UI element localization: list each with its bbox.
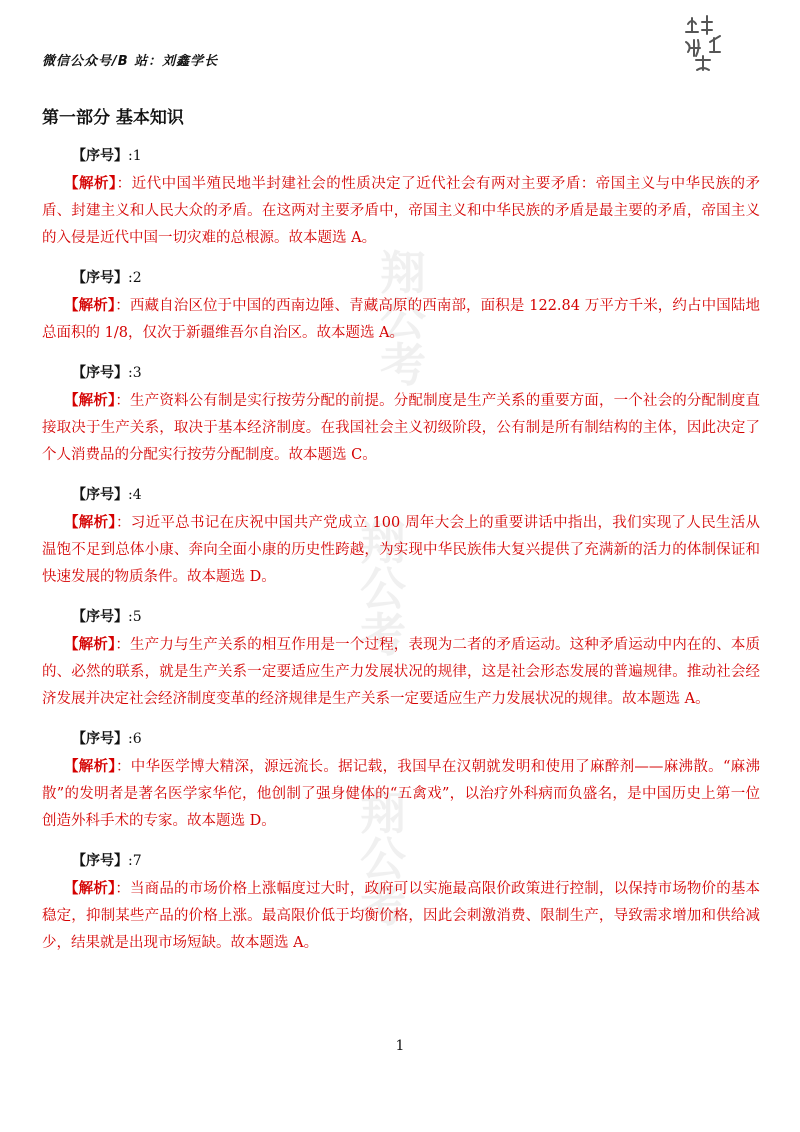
analysis-tag: 【解析】 <box>64 176 117 192</box>
analysis-text: 【解析】：生产力与生产关系的相互作用是一个过程，表现为二者的矛盾运动。这种矛盾运动中内在的、本质的、必然的联系，就是生产关系一定要适应生产力发展状况的规律，这是社会形态发展的普遍规律。推动社会经济发展并决定社会经济制度变革的经济规律是生产关系一定要适应生产力发展状况的规律。故本题选 A。 <box>42 637 761 707</box>
seq-label: 【序号】:6 <box>72 731 142 747</box>
question-item <box>42 146 760 252</box>
analysis-text: 【解析】：中华医学博大精深，源远流长。据记载，我国早在汉朝就发明和使用了麻醉剂——麻沸散。“麻沸散”的发明者是著名医学家华佗，他创制了强身健体的“五禽戏”，以治疗外科病而负盛名，是中国历史上第一位创造外科手术的专家。故本题选 D。 <box>42 759 760 829</box>
analysis-tag: 【解析】 <box>64 759 116 775</box>
section-title: 第一部分 基本知识 <box>42 108 184 128</box>
analysis-tag: 【解析】 <box>64 515 116 531</box>
seq-number: :5 <box>128 609 142 625</box>
question-list <box>42 146 760 973</box>
page-header: 微信公众号/B 站：刘鑫学长 <box>42 54 219 69</box>
question-item <box>42 268 760 347</box>
analysis-tag: 【解析】 <box>64 393 116 409</box>
page-number: 1 <box>395 1038 405 1054</box>
analysis-text: 【解析】：西藏自治区位于中国的西南边陲、青藏高原的西南部，面积是 122.84 万平方千米，约占中国陆地总面积的 1/8，仅次于新疆维吾尔自治区。故本题选 A。 <box>42 298 761 341</box>
seq-label: 【序号】:2 <box>72 270 142 286</box>
watermark-1: 翔 公 考 <box>380 246 426 392</box>
watermark-3: 翔 公 考 <box>360 786 406 932</box>
analysis-text: 【解析】：当商品的市场价格上涨幅度过大时，政府可以实施最高限价政策进行控制，以保持市场物价的基本稳定，抑制某些产品的价格上涨。最高限价低于均衡价格，因此会刺激消费、限制生产，导致需求增加和供给减少，结果就是出现市场短缺。故本题选 A。 <box>42 881 761 951</box>
seq-label: 【序号】:7 <box>72 853 142 869</box>
seq-number: :6 <box>128 731 142 747</box>
seq-number: :7 <box>128 853 142 869</box>
analysis-tag: 【解析】 <box>64 298 116 314</box>
seq-number: :4 <box>128 487 142 503</box>
seq-label: 【序号】:4 <box>72 487 142 503</box>
analysis-tag: 【解析】 <box>64 881 116 897</box>
analysis-text: 【解析】：习近平总书记在庆祝中国共产党成立 100 周年大会上的重要讲话中指出，我们实现了人民生活从温饱不足到总体小康、奔向全面小康的历史性跨越，为实现中华民族伟大复兴提供了充满新的活力的体制保证和快速发展的物质条件。故本题选 D。 <box>42 515 761 585</box>
seq-number: :2 <box>128 270 142 286</box>
analysis-text: 【解析】：生产资料公有制是实行按劳分配的前提。分配制度是生产关系的重要方面，一个社会的分配制度直接取决于生产关系，取决于基本经济制度。在我国社会主义初级阶段，公有制是所有制结构的主体，因此决定了个人消费品的分配实行按劳分配制度。故本题选 C。 <box>42 393 761 463</box>
seq-label: 【序号】:1 <box>72 148 142 164</box>
seq-label: 【序号】:5 <box>72 609 142 625</box>
analysis-tag: 【解析】 <box>64 637 116 653</box>
seq-label: 【序号】:3 <box>72 365 142 381</box>
seq-number: :1 <box>128 148 142 164</box>
question-item <box>42 607 760 713</box>
question-item <box>42 851 760 957</box>
analysis-text: 【解析】：近代中国半殖民地半封建社会的性质决定了近代社会有两对主要矛盾：帝国主义与中华民族的矛盾、封建主义和人民大众的矛盾。在这两对主要矛盾中，帝国主义和中华民族的矛盾是最主要的矛盾，帝国主义的入侵是近代中国一切灾难的总根源。故本题选 A。 <box>42 176 761 246</box>
watermark-2: 翔 公 考 <box>360 516 406 662</box>
seq-number: :3 <box>128 365 142 381</box>
logo-seal <box>680 12 736 74</box>
question-item <box>42 485 760 591</box>
question-item <box>42 363 760 469</box>
question-item <box>42 729 760 835</box>
